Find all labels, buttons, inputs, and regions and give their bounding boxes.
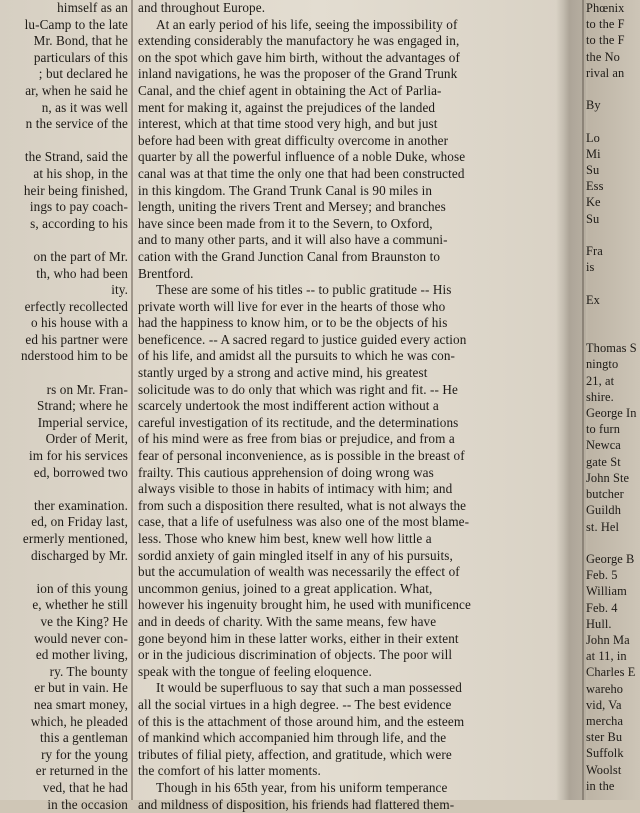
- left-column-line: ther examination.: [0, 498, 128, 515]
- left-column-line: ed his partner were: [0, 332, 128, 349]
- obituary-text-line: the comfort of his latter moments.: [138, 763, 548, 780]
- obituary-text-line: cation with the Grand Junction Canal from Braunston to: [138, 249, 548, 266]
- obituary-text-line: of his mind were as free from bias or prejudice, and from a: [138, 431, 548, 448]
- left-column-line: Mr. Bond, that he: [0, 33, 128, 50]
- right-column-line: [586, 227, 640, 243]
- right-column-line: gate St: [586, 454, 640, 470]
- left-column: [0, 0, 128, 813]
- left-column-line: im for his services: [0, 448, 128, 465]
- left-column-line: nea smart money,: [0, 697, 128, 714]
- obituary-text-line: extending considerably the manufactory he was engaged in,: [138, 33, 548, 50]
- left-column-line: er returned in the: [0, 763, 128, 780]
- right-column-line: [586, 275, 640, 291]
- right-column-line: butcher: [586, 486, 640, 502]
- obituary-text-line: all the social virtues in a high degree. -- The best evidence: [138, 697, 548, 714]
- right-column-line: Suffolk: [586, 745, 640, 761]
- obituary-text-line: and in deeds of charity. With the same means, few have: [138, 614, 548, 631]
- left-column-line: ve the King? He: [0, 614, 128, 631]
- right-column-line: Guildh: [586, 502, 640, 518]
- right-column-line: the No: [586, 49, 640, 65]
- right-column-line: Newca: [586, 437, 640, 453]
- obituary-text-line: of his life, and amidst all the pursuits to which he was con-: [138, 348, 548, 365]
- obituary-text-line: or in the judicious discrimination of objects. The poor will: [138, 647, 548, 664]
- obituary-text-line: in this kingdom. The Grand Trunk Canal is 90 miles in: [138, 183, 548, 200]
- column-rule-right: [582, 0, 584, 800]
- left-column-line: ; but declared he: [0, 66, 128, 83]
- left-column-line: ed mother living,: [0, 647, 128, 664]
- right-column-line: ningto: [586, 356, 640, 372]
- right-column-line: [586, 535, 640, 551]
- left-column-line: n the service of the: [0, 116, 128, 133]
- right-column-line: ster Bu: [586, 729, 640, 745]
- obituary-text-line: however his ingenuity brought him, he used with munificence: [138, 597, 548, 614]
- obituary-text-line: At an early period of his life, seeing the impossibility of: [138, 17, 548, 34]
- obituary-text-line: sordid anxiety of gain mingled itself in any of his pursuits,: [138, 548, 548, 565]
- right-column-line: to the F: [586, 16, 640, 32]
- left-column-line: ed, borrowed two: [0, 465, 128, 482]
- obituary-text-line: from such a disposition there resulted, what is not always the: [138, 498, 548, 515]
- left-column-line: ry for the young: [0, 747, 128, 764]
- right-column-line: [586, 324, 640, 340]
- left-column-line: which, he pleaded: [0, 714, 128, 731]
- left-column-line: ry. The bounty: [0, 664, 128, 681]
- left-column-line: ar, when he said he: [0, 83, 128, 100]
- right-column-line: John Ste: [586, 470, 640, 486]
- right-column-line: [586, 308, 640, 324]
- right-column-line: rival an: [586, 65, 640, 81]
- right-column-line: Thomas S: [586, 340, 640, 356]
- left-column-line: ings to pay coach-: [0, 199, 128, 216]
- obituary-text-line: scarcely undertook the most indifferent action without a: [138, 398, 548, 415]
- obituary-text-line: stantly urged by a strong and active mind, his greatest: [138, 365, 548, 382]
- right-column-line: Lo: [586, 130, 640, 146]
- left-column-line: ity.: [0, 282, 128, 299]
- right-column-line: is: [586, 259, 640, 275]
- right-column-line: Hull.: [586, 616, 640, 632]
- obituary-text-line: solicitude was to do only that which was right and fit. -- He: [138, 382, 548, 399]
- right-column-line: Woolst: [586, 762, 640, 778]
- left-column-line: himself as an: [0, 0, 128, 17]
- obituary-text-line: Canal, and the chief agent in obtaining the Act of Parlia-: [138, 83, 548, 100]
- right-column-line: Charles E: [586, 664, 640, 680]
- right-column-line: Mi: [586, 146, 640, 162]
- obituary-text-line: and throughout Europe.: [138, 0, 548, 17]
- left-column-line: er but in vain. He: [0, 680, 128, 697]
- obituary-text-line: have since been made from it to the Severn, to Oxford,: [138, 216, 548, 233]
- obituary-text-line: and to many other parts, and it will also have a communi-: [138, 232, 548, 249]
- right-column-line: shire.: [586, 389, 640, 405]
- left-column-line: o his house with a: [0, 315, 128, 332]
- obituary-text-line: on the spot which gave him birth, without the advantages of: [138, 50, 548, 67]
- obituary-text-line: and mildness of disposition, his friends had flattered them-: [138, 797, 548, 813]
- column-rule-left: [131, 0, 133, 800]
- right-column-line: George In: [586, 405, 640, 421]
- right-column-line: Feb. 4: [586, 600, 640, 616]
- obituary-text-line: of this is the attachment of those around him, and the esteem: [138, 714, 548, 731]
- right-column-line: [586, 81, 640, 97]
- right-column-line: in the: [586, 778, 640, 794]
- obituary-text-line: interest, which at that time stood very high, and but just: [138, 116, 548, 133]
- obituary-text-line: always visible to those in habits of intimacy with him; and: [138, 481, 548, 498]
- right-column-line: [586, 113, 640, 129]
- obituary-text-line: less. Those who knew him best, knew well how little a: [138, 531, 548, 548]
- obituary-text-line: Brentford.: [138, 266, 548, 283]
- left-column-line: this a gentleman: [0, 730, 128, 747]
- left-column-line: Imperial service,: [0, 415, 128, 432]
- obituary-text-line: It would be superfluous to say that such a man possessed: [138, 680, 548, 697]
- left-column-line: in the occasion: [0, 797, 128, 813]
- right-column-line: John Ma: [586, 632, 640, 648]
- right-column-line: st. Hel: [586, 519, 640, 535]
- left-column-line: ved, that he had: [0, 780, 128, 797]
- right-column-line: wareho: [586, 681, 640, 697]
- left-column-line: the Strand, said the: [0, 149, 128, 166]
- right-column-line: at 11, in: [586, 648, 640, 664]
- obituary-text-line: These are some of his titles -- to public gratitude -- His: [138, 282, 548, 299]
- left-column-line: particulars of this: [0, 50, 128, 67]
- left-column-line: Strand; where he: [0, 398, 128, 415]
- right-column-line: 21, at: [586, 373, 640, 389]
- obituary-text-line: private worth will live for ever in the hearts of those who: [138, 299, 548, 316]
- obituary-text-line: length, uniting the rivers Trent and Mersey; and branches: [138, 199, 548, 216]
- left-column-line: on the part of Mr.: [0, 249, 128, 266]
- left-column-line: s, according to his: [0, 216, 128, 233]
- obituary-text-line: careful investigation of its rectitude, and the determinations: [138, 415, 548, 432]
- right-column-line: Ke: [586, 194, 640, 210]
- obituary-text-line: tributes of filial piety, affection, and gratitude, which were: [138, 747, 548, 764]
- left-column-line: ion of this young: [0, 581, 128, 598]
- obituary-text-line: had the happiness to know him, or to be the objects of his: [138, 315, 548, 332]
- obituary-text-line: quarter by all the powerful influence of a noble Duke, whose: [138, 149, 548, 166]
- obituary-text-line: Though in his 65th year, from his uniform temperance: [138, 780, 548, 797]
- left-column-line: [0, 232, 128, 249]
- obituary-text-line: frailty. This cautious apprehension of doing wrong was: [138, 465, 548, 482]
- middle-column-obituary: [138, 0, 548, 813]
- right-column-line: Fra: [586, 243, 640, 259]
- left-column-line: th, who had been: [0, 266, 128, 283]
- left-column-line: would never con-: [0, 631, 128, 648]
- obituary-text-line: ment for making it, against the prejudices of the landed: [138, 100, 548, 117]
- left-column-line: rs on Mr. Fran-: [0, 382, 128, 399]
- obituary-text-line: canal was at that time the only one that had been constructed: [138, 166, 548, 183]
- right-column-line: to the F: [586, 32, 640, 48]
- obituary-text-line: inland navigations, he was the proposer of the Grand Trunk: [138, 66, 548, 83]
- left-column-line: Order of Merit,: [0, 431, 128, 448]
- obituary-text-line: of mankind which accompanied him through life, and the: [138, 730, 548, 747]
- left-column-line: nderstood him to be: [0, 348, 128, 365]
- obituary-text-line: speak with the tongue of feeling eloquence.: [138, 664, 548, 681]
- left-column-line: lu-Camp to the late: [0, 17, 128, 34]
- left-column-line: [0, 564, 128, 581]
- obituary-text-line: fear of personal inconvenience, as is possible in the breast of: [138, 448, 548, 465]
- left-column-line: [0, 481, 128, 498]
- right-column-line: Ess: [586, 178, 640, 194]
- right-column-line: George B: [586, 551, 640, 567]
- left-column-line: heir being finished,: [0, 183, 128, 200]
- left-column-line: [0, 133, 128, 150]
- right-column-line: Feb. 5: [586, 567, 640, 583]
- left-column-line: e, whether he still: [0, 597, 128, 614]
- obituary-text-line: case, that a life of usefulness was also one of the most blame-: [138, 514, 548, 531]
- left-column-line: ermerly mentioned,: [0, 531, 128, 548]
- left-column-line: n, as it was well: [0, 100, 128, 117]
- obituary-text-line: but the accumulation of wealth was necessarily the effect of: [138, 564, 548, 581]
- right-column-line: Su: [586, 162, 640, 178]
- left-column-line: [0, 365, 128, 382]
- right-column-line: mercha: [586, 713, 640, 729]
- right-column-line: to furn: [586, 421, 640, 437]
- obituary-text-line: gone beyond him in these latter works, either in their extent: [138, 631, 548, 648]
- obituary-text-line: beneficence. -- A sacred regard to justice guided every action: [138, 332, 548, 349]
- obituary-text-line: uncommon genius, joined to a great application. What,: [138, 581, 548, 598]
- right-column-line: Su: [586, 211, 640, 227]
- obituary-text-line: before had been with great difficulty overcome in another: [138, 133, 548, 150]
- right-column-line: By: [586, 97, 640, 113]
- left-column-line: discharged by Mr.: [0, 548, 128, 565]
- right-column-line: Phœnix: [586, 0, 640, 16]
- right-column-line: vid, Va: [586, 697, 640, 713]
- right-column-line: William: [586, 583, 640, 599]
- right-column: [586, 0, 640, 794]
- left-column-line: at his shop, in the: [0, 166, 128, 183]
- left-column-line: erfectly recollected: [0, 299, 128, 316]
- left-column-line: ed, on Friday last,: [0, 514, 128, 531]
- right-column-line: Ex: [586, 292, 640, 308]
